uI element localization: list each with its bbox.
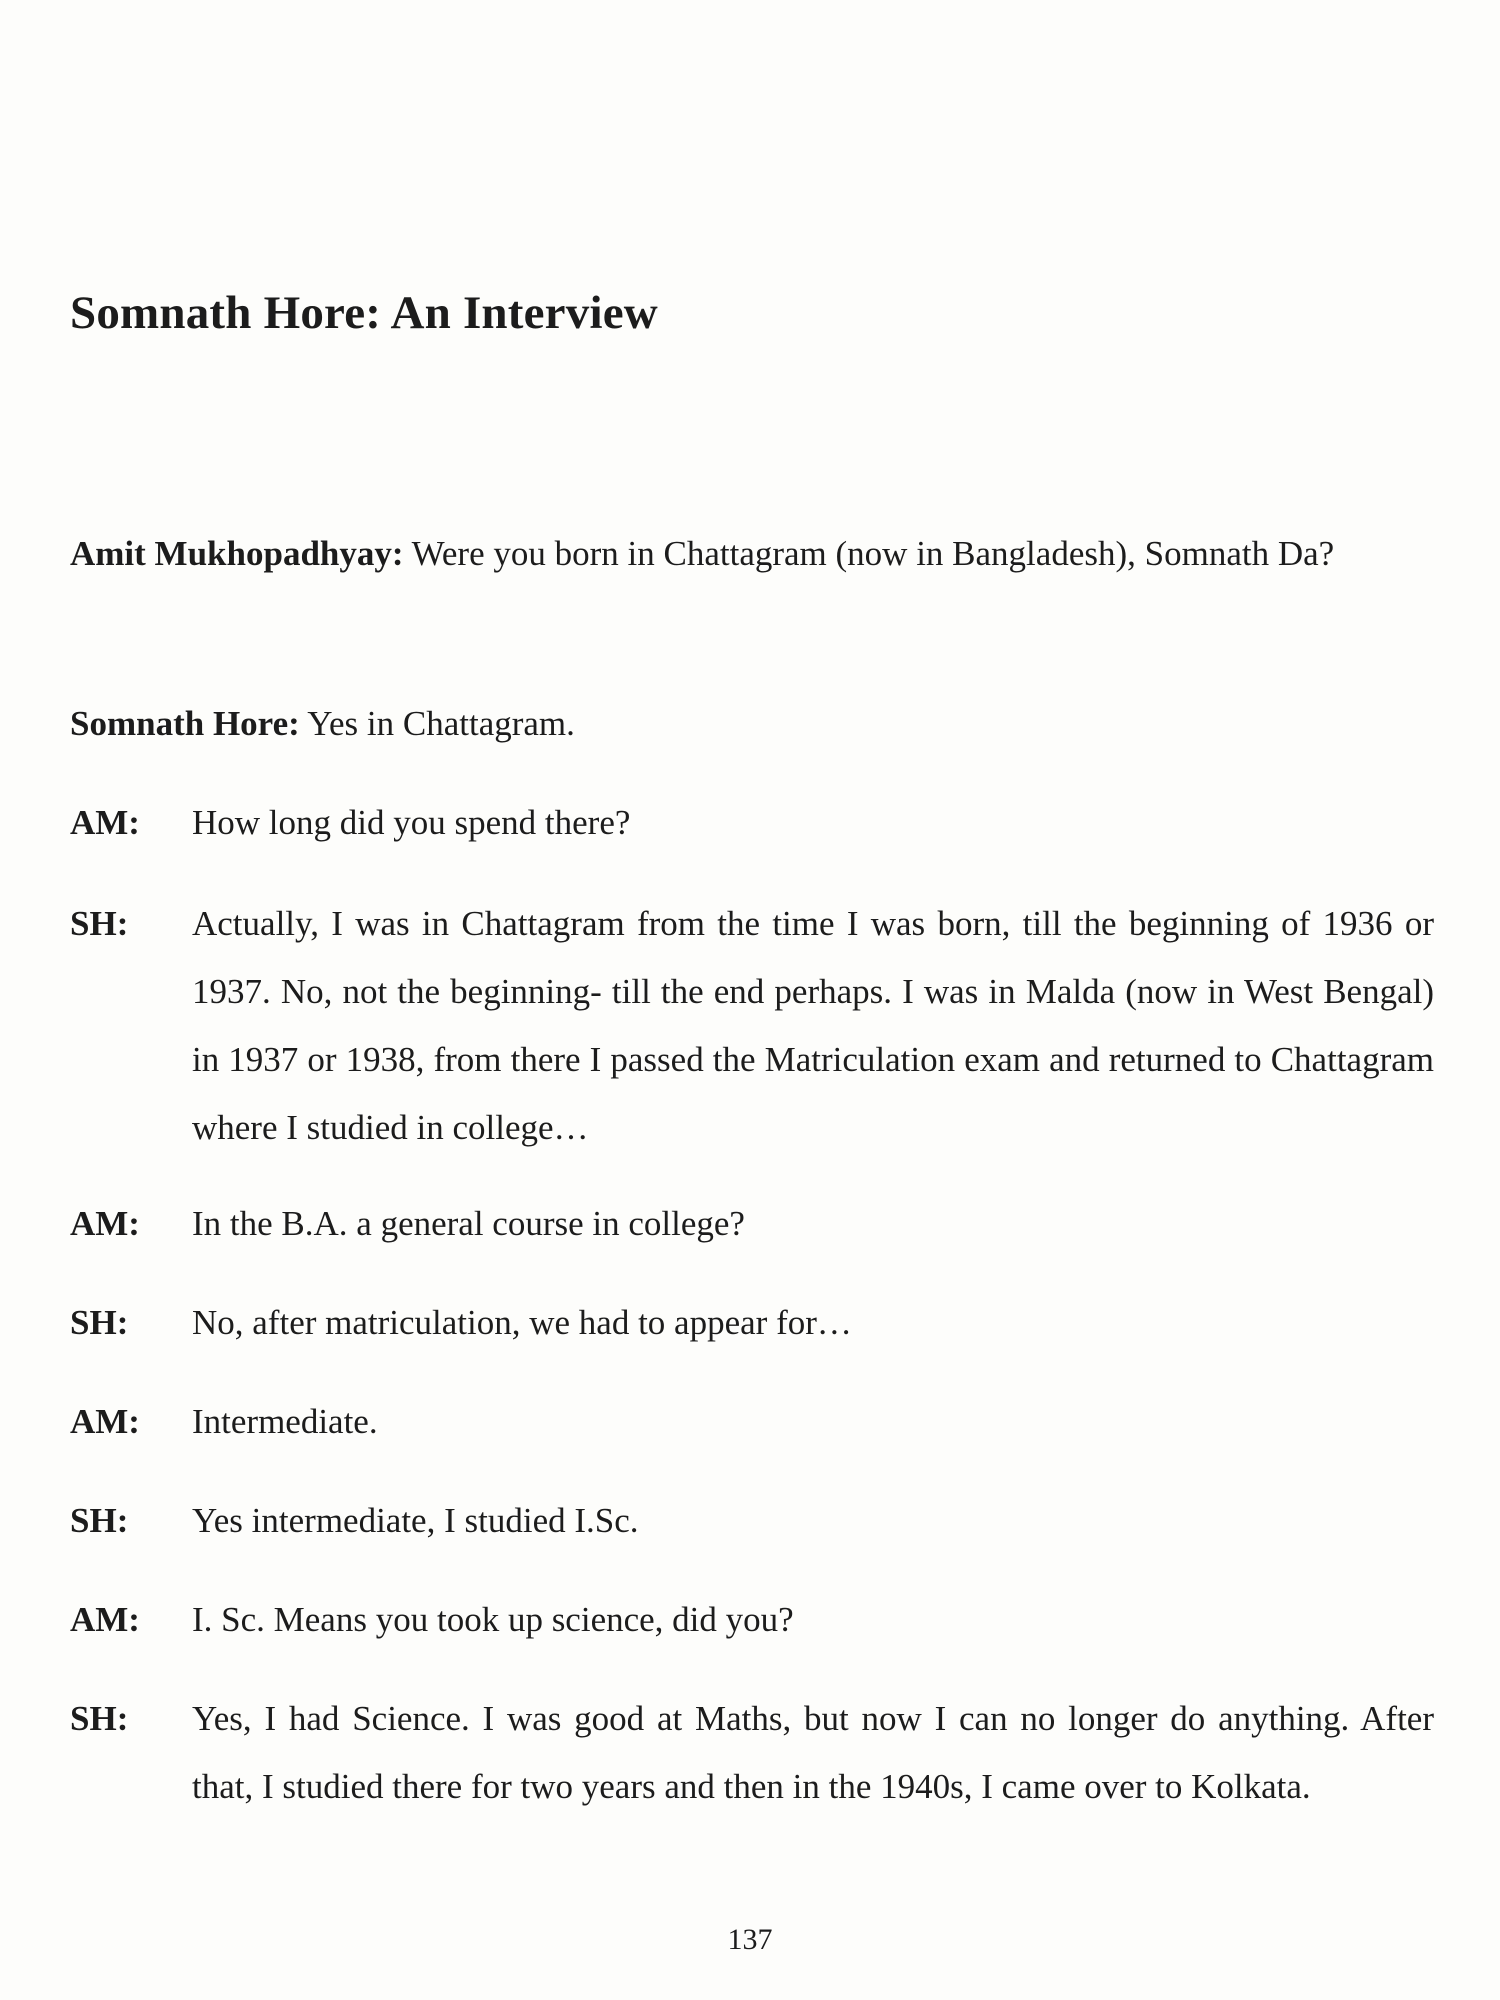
intro-paragraph-am: [70, 520, 1434, 588]
dialogue-speaker: AM:: [70, 803, 140, 842]
dialogue-line: [70, 1487, 1434, 1555]
dialogue-line: [70, 1388, 1434, 1456]
dialogue-speaker: SH:: [70, 1501, 129, 1540]
dialogue-text: No, after matriculation, we had to appear for…: [192, 1303, 852, 1342]
dialogue-line: [70, 890, 1434, 1162]
dialogue-line: [70, 1190, 1434, 1258]
dialogue-speaker: SH:: [70, 1303, 129, 1342]
page-title: Somnath Hore: An Interview: [70, 287, 658, 339]
intro-text-am: Were you born in Chattagram (now in Bangladesh), Somnath Da?: [403, 534, 1335, 573]
page-number: 137: [727, 1923, 773, 1956]
dialogue-text: In the B.A. a general course in college?: [192, 1204, 745, 1243]
speaker-name-am: Amit Mukhopadhyay:: [70, 534, 404, 573]
dialogue-text: I. Sc. Means you took up science, did you?: [192, 1600, 794, 1639]
dialogue-line: [70, 1586, 1434, 1654]
dialogue-line: [70, 1685, 1434, 1821]
dialogue-speaker: AM:: [70, 1204, 140, 1243]
intro-paragraph-sh: [70, 690, 1434, 758]
dialogue-line: [70, 1289, 1434, 1357]
intro-text-sh: Yes in Chattagram.: [299, 704, 575, 743]
dialogue-line: [70, 789, 1434, 857]
dialogue-speaker: SH:: [70, 904, 129, 943]
dialogue-text: Yes intermediate, I studied I.Sc.: [192, 1501, 639, 1540]
dialogue-text: Actually, I was in Chattagram from the time I was born, till the beginning of 1936 or 1937. No, not the beginning- till the end perhaps. I was in Malda (now in West Bengal) in 1937 or 1938, from there I passed the Matriculation exam and returned to Chattagram where I studied in college…: [192, 904, 1434, 1147]
dialogue-speaker: AM:: [70, 1402, 140, 1441]
dialogue-speaker: SH:: [70, 1699, 129, 1738]
dialogue-speaker: AM:: [70, 1600, 140, 1639]
dialogue-text: Yes, I had Science. I was good at Maths, but now I can no longer do anything. After that, I studied there for two years and then in the 1940s, I came over to Kolkata.: [192, 1699, 1434, 1806]
speaker-name-sh: Somnath Hore:: [70, 704, 300, 743]
dialogue-text: Intermediate.: [192, 1402, 378, 1441]
dialogue-text: How long did you spend there?: [192, 803, 631, 842]
